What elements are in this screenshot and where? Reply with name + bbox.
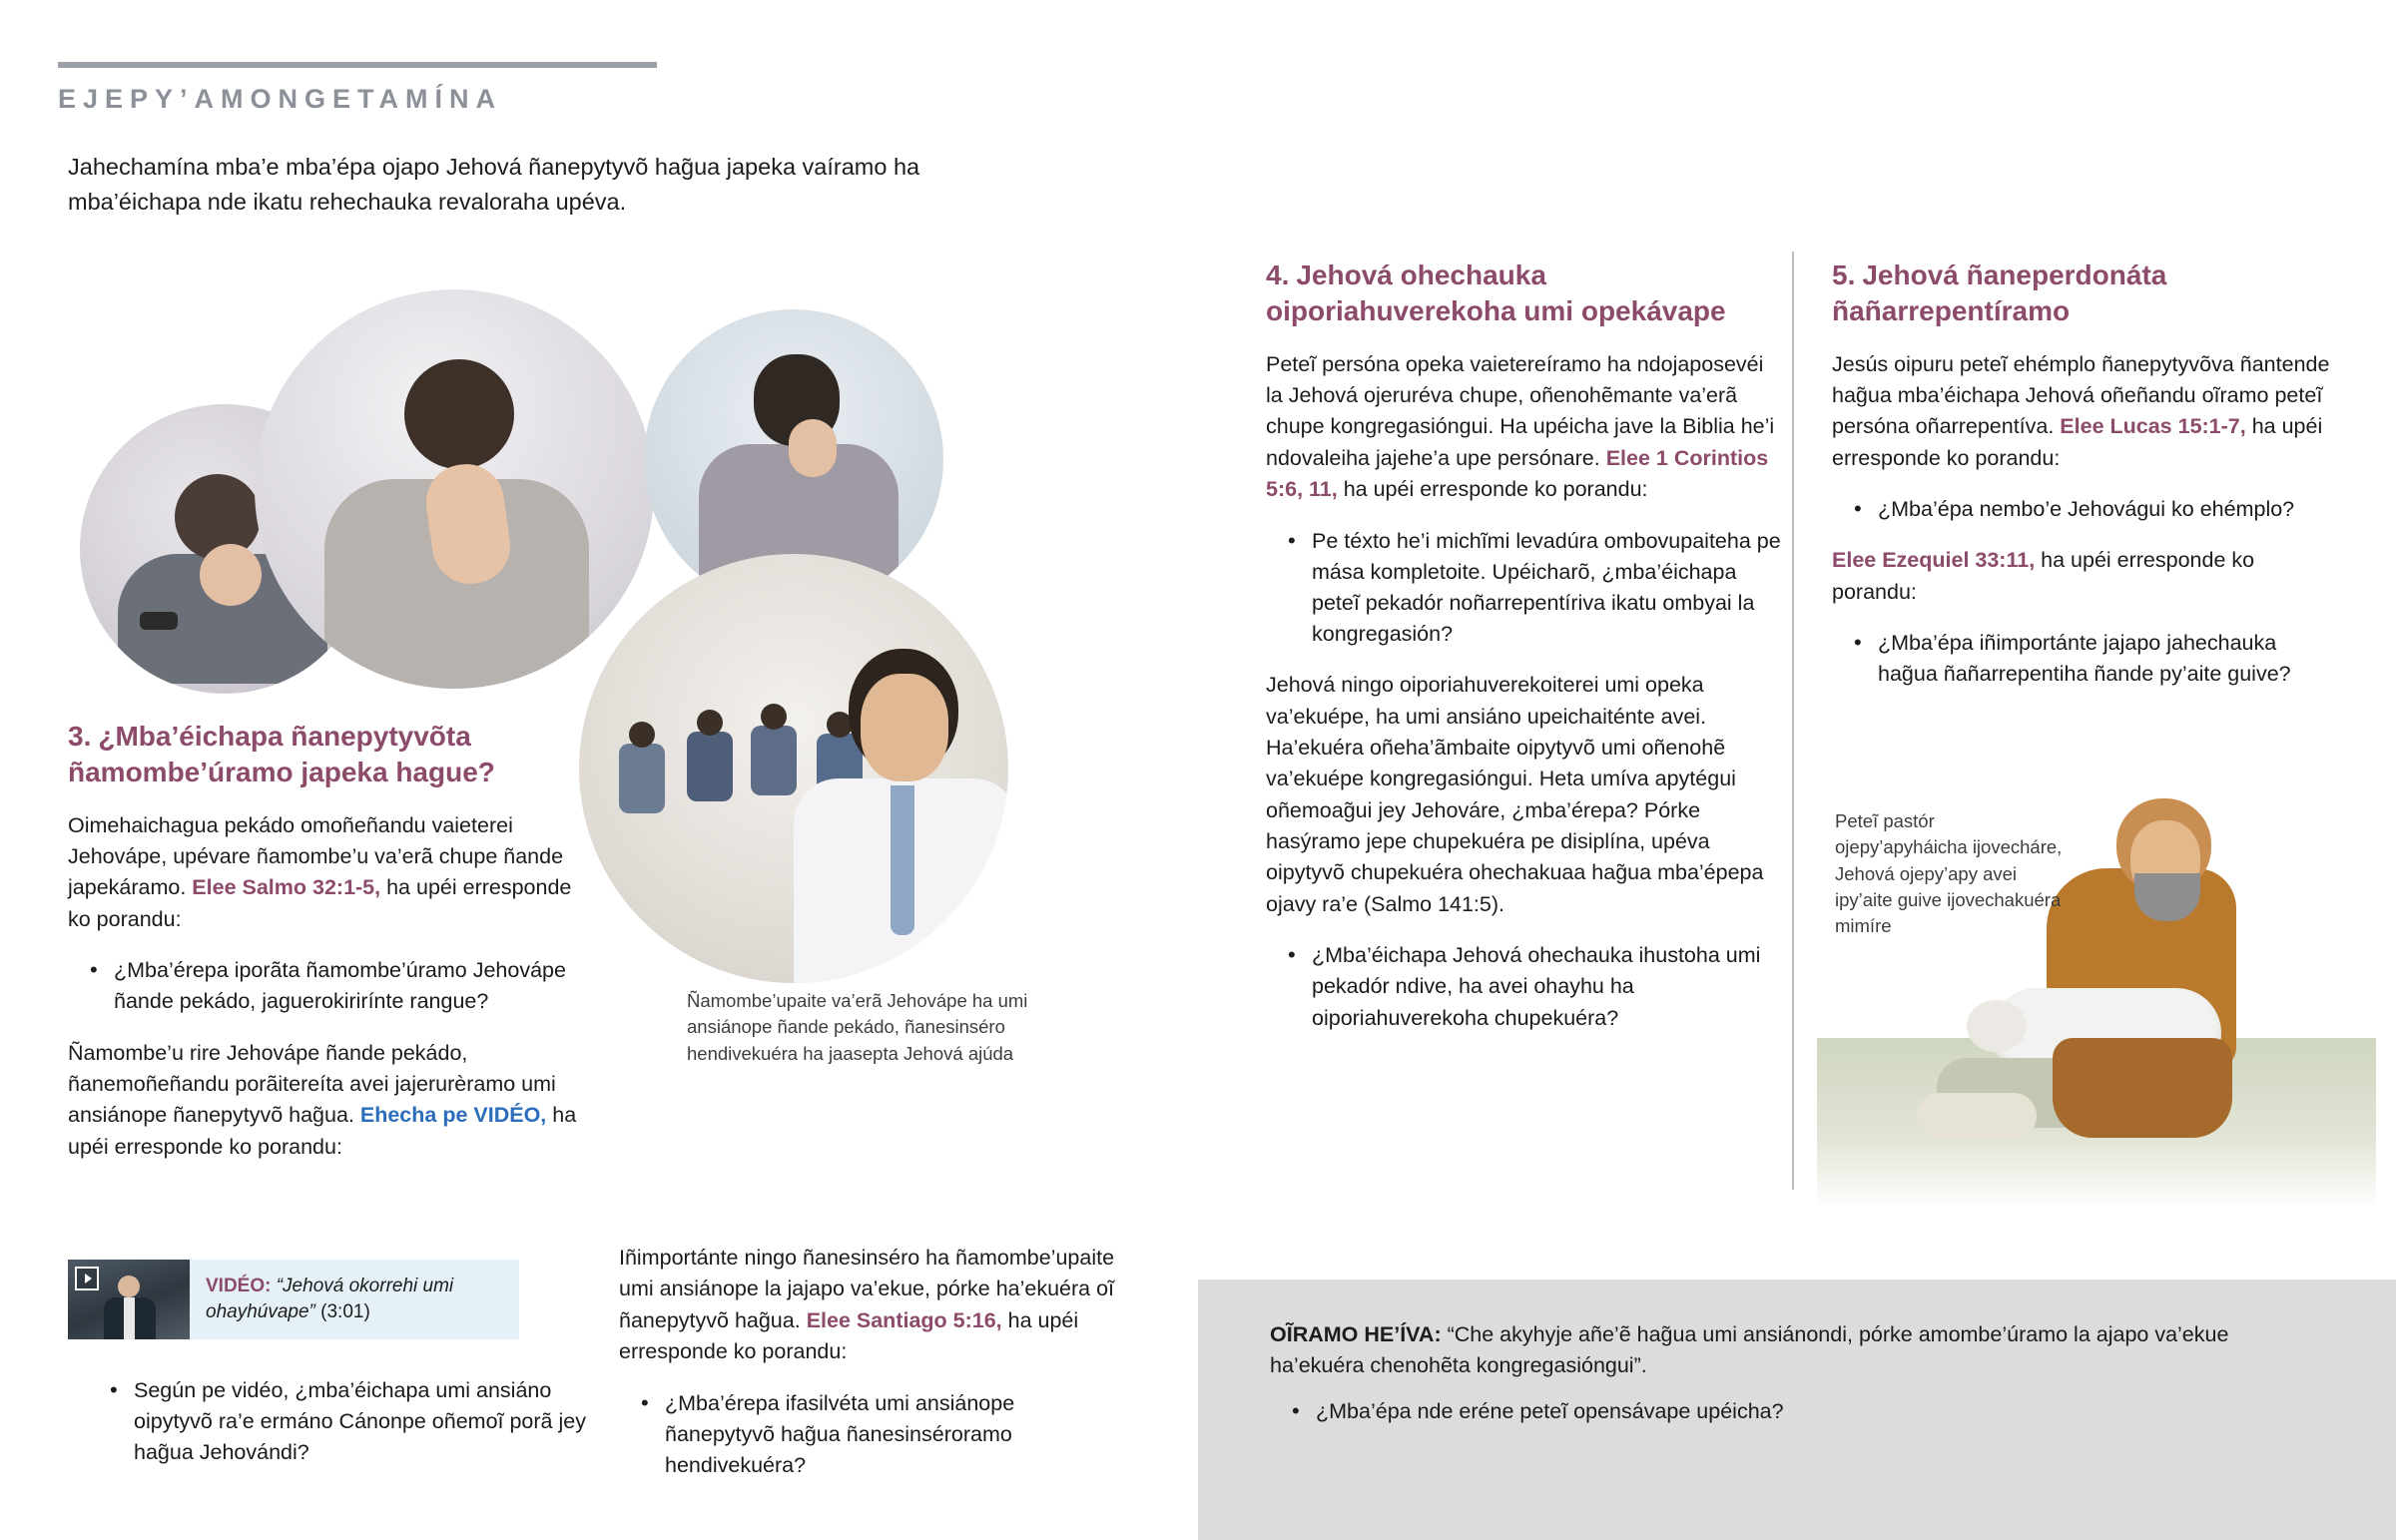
list-item: • ¿Mba’épa nembo’e Jehovágui ko ehémplo? — [1878, 494, 2331, 525]
quote-question-list — [1270, 1396, 2278, 1427]
section-5-heading — [1832, 257, 2331, 329]
para-text-post: ha upéi erresponde ko porandu: — [1337, 477, 1648, 502]
section-3-question-list-2 — [88, 1375, 603, 1481]
continuation-question-list — [619, 1388, 1118, 1482]
para-text: Jesús oipuru peteĩ ehémplo ñanepytyvõva ñantende hag̃ua mba’éichapa Jehová oñeñandu oĩramo peteĩ persóna oñarrepentíva. — [1832, 351, 2330, 439]
section-5-paragraph-2 — [1832, 545, 2331, 608]
section-3-number: 3. — [68, 721, 92, 752]
column-section-3 — [68, 719, 597, 1183]
section-5-paragraph-1 — [1832, 349, 2331, 475]
header-rule — [58, 62, 657, 68]
scripture-ref-ezequiel-33[interactable]: Elee Ezequiel 33:11, — [1832, 548, 2036, 573]
section-4-number: 4. — [1266, 259, 1290, 290]
illustration-meeting-with-elders — [579, 554, 1008, 983]
scripture-ref-santiago-5[interactable]: Elee Santiago 5:16, — [806, 1307, 1002, 1332]
section-5-title: Jehová ñaneperdonáta ñañarrepentíramo — [1832, 259, 2167, 326]
figure-caption-shepherd: Peteĩ pastór ojepy’apyháicha ijovecháre, Jehová ojepy’apy avei ipy’aite guive ijovechakuéra mimíre — [1835, 810, 2063, 937]
para-text-post: ha upéi erresponde ko porandu: — [1832, 548, 2255, 604]
video-title: “Jehová okorrehi umi ohayhúvape” — [206, 1275, 454, 1322]
section-4-question-list-2 — [1266, 940, 1785, 1034]
video-label: VIDÉO: — [206, 1275, 272, 1296]
video-caption — [190, 1274, 519, 1325]
column-divider — [1792, 252, 1794, 1190]
section-kicker: EJEPY’AMONGETAMÍNA — [58, 84, 503, 114]
section-3-paragraph-2 — [68, 1038, 597, 1164]
scripture-ref-1corintios-5[interactable]: Elee 1 Corintios 5:6, 11, — [1266, 445, 1769, 502]
section-4-paragraph-1 — [1266, 349, 1785, 506]
intro-paragraph: Jahechamína mba’e mba’épa ojapo Jehová ñanepytyvõ hag̃ua japeka vaíramo ha mba’éichapa nde ikatu rehechauka revaloraha upéva. — [68, 154, 920, 216]
para-text: Ñamombe’u rire Jehovápe ñande pekádo, ñanemoñeñandu porãitereíta avei jajerurèramo umi ansiánope ñanepytyvõ hag̃ua. — [68, 1040, 556, 1128]
section-4-heading — [1266, 257, 1785, 329]
quote-text: “Che akyhyje añe’ẽ hag̃ua umi ansiánondi, pórke amombe’úramo la ajapo va’ekue ha’ekuéra chenohẽta kongregasióngui”. — [1270, 1322, 2229, 1378]
section-5-question-list-1 — [1832, 494, 2331, 525]
quote-label: OĨRAMO HE’ÍVA: — [1270, 1322, 1442, 1346]
column-continuation — [619, 1243, 1118, 1501]
video-thumbnail[interactable] — [68, 1260, 190, 1339]
list-item: • ¿Mba’épa nde eréne peteĩ opensávape upéicha? — [1316, 1396, 2278, 1427]
list-item: • ¿Mba’érepa iporãta ñamombe’úramo Jehovápe ñande pekádo, jaguerokirirínte rangue? — [114, 955, 597, 1017]
section-5-question-list-2 — [1832, 628, 2331, 690]
para-text-post: ha upéi erresponde ko porandu: — [68, 1103, 577, 1159]
continuation-paragraph — [619, 1243, 1118, 1368]
list-item: • Según pe vidéo, ¿mba’éichapa umi ansiáno oipytyvõ ra’e ermáno Cánonpe oñemoĩ porã jey hag̃ua Jehovándi? — [134, 1375, 603, 1469]
section-3-paragraph-1 — [68, 810, 597, 936]
section-4-question-list-1 — [1266, 526, 1785, 651]
quote-text-line — [1270, 1319, 2278, 1382]
section-3-title: ¿Mba’éichapa ñanepytyvõta ñamombe’úramo japeka hague? — [68, 721, 495, 787]
column-section-4 — [1266, 257, 1785, 1054]
scripture-ref-salmo-32[interactable]: Elee Salmo 32:1-5, — [192, 875, 381, 900]
para-text: Oimehaichagua pekádo omoñeñandu vaieterei Jehovápe, upévare ñamombe’u va’erã chupe ñande japekáramo. — [68, 812, 564, 900]
section-5-number: 5. — [1832, 259, 1856, 290]
figure-caption-meeting: Ñamombe’upaite va’erã Jehovápe ha umi ansiánope ñande pekádo, ñanesinséro hendivekuéra ha jaasepta Jehová ajúda — [687, 990, 1028, 1064]
video-link[interactable]: Ehecha pe VIDÉO, — [359, 1103, 547, 1128]
play-icon[interactable] — [75, 1267, 99, 1290]
video-duration: (3:01) — [320, 1301, 370, 1322]
column-section-5 — [1832, 257, 2331, 710]
section-3-heading — [68, 719, 597, 790]
section-4-paragraph-2: Jehová ningo oiporiahuverekoiterei umi opeka va’ekuépe, ha umi ansiáno upeichaiténte avei. Ha’ekuéra oñeha’ãmbaite oipytyvõ umi oñenohẽ va’ekuépe kongregasióngui. Heta umíva apytégui oñemoag̃ui jey Jehováre, ¿mba’érepa? Pórke hasýramo jepe chupekuéra pe disiplína, upéva oipytyvõ chupekuéra ohechakuaa hag̃ua mba’épepa ojavy ra’e (Salmo 141:5). — [1266, 673, 1764, 916]
section-4-title: Jehová ohechauka oiporiahuverekoha umi opekávape — [1266, 259, 1726, 326]
video-callout[interactable] — [68, 1260, 519, 1339]
list-item: • ¿Mba’épa iñimportánte jajapo jahechauka hag̃ua ñañarrepentiha ñande py’aite guive? — [1878, 628, 2331, 690]
para-text: Peteĩ persóna opeka vaietereíramo ha ndojaposevéi la Jehová ojeruréva chupe, oñenohẽmante va’erã chupe kongregasióngui. Ha upéicha jave la Biblia he’i ndovaleiha jajehe’a upe persónare. — [1266, 351, 1775, 470]
section-3-question-list-1 — [68, 955, 597, 1017]
para-text-post: ha upéi erresponde ko porandu: — [619, 1307, 1079, 1364]
quote-box-content — [1270, 1319, 2278, 1447]
para-text-post: ha upéi erresponde ko porandu: — [68, 875, 572, 931]
para-text: Iñimportánte ningo ñanesinséro ha ñamombe’upaite umi ansiánope la jajapo va’ekue, pórke ha’ekuéra oĩ ñanepytyvõ hag̃ua. — [619, 1246, 1115, 1332]
list-item: • ¿Mba’érepa ifasilvéta umi ansiánope ñanepytyvõ hag̃ua ñanesinséroramo hendivekuéra? — [665, 1388, 1118, 1482]
para-text-post: ha upéi erresponde ko porandu: — [1832, 414, 2323, 470]
list-item: • Pe téxto he’i michĩmi levadúra ombovupaiteha pe mása kompletoite. Upéicharõ, ¿mba’éichapa peteĩ pekadór noñarrepentíriva ikatu ombyai la kongregasión? — [1312, 526, 1785, 651]
list-item: • ¿Mba’éichapa Jehová ohechauka ihustoha umi pekadór ndive, ha avei ohayhu ha oiporiahuverekoha chupekuéra? — [1312, 940, 1785, 1034]
scripture-ref-lucas-15[interactable]: Elee Lucas 15:1-7, — [2060, 414, 2246, 439]
illustration-man-praying-hands-clasped — [255, 289, 654, 689]
